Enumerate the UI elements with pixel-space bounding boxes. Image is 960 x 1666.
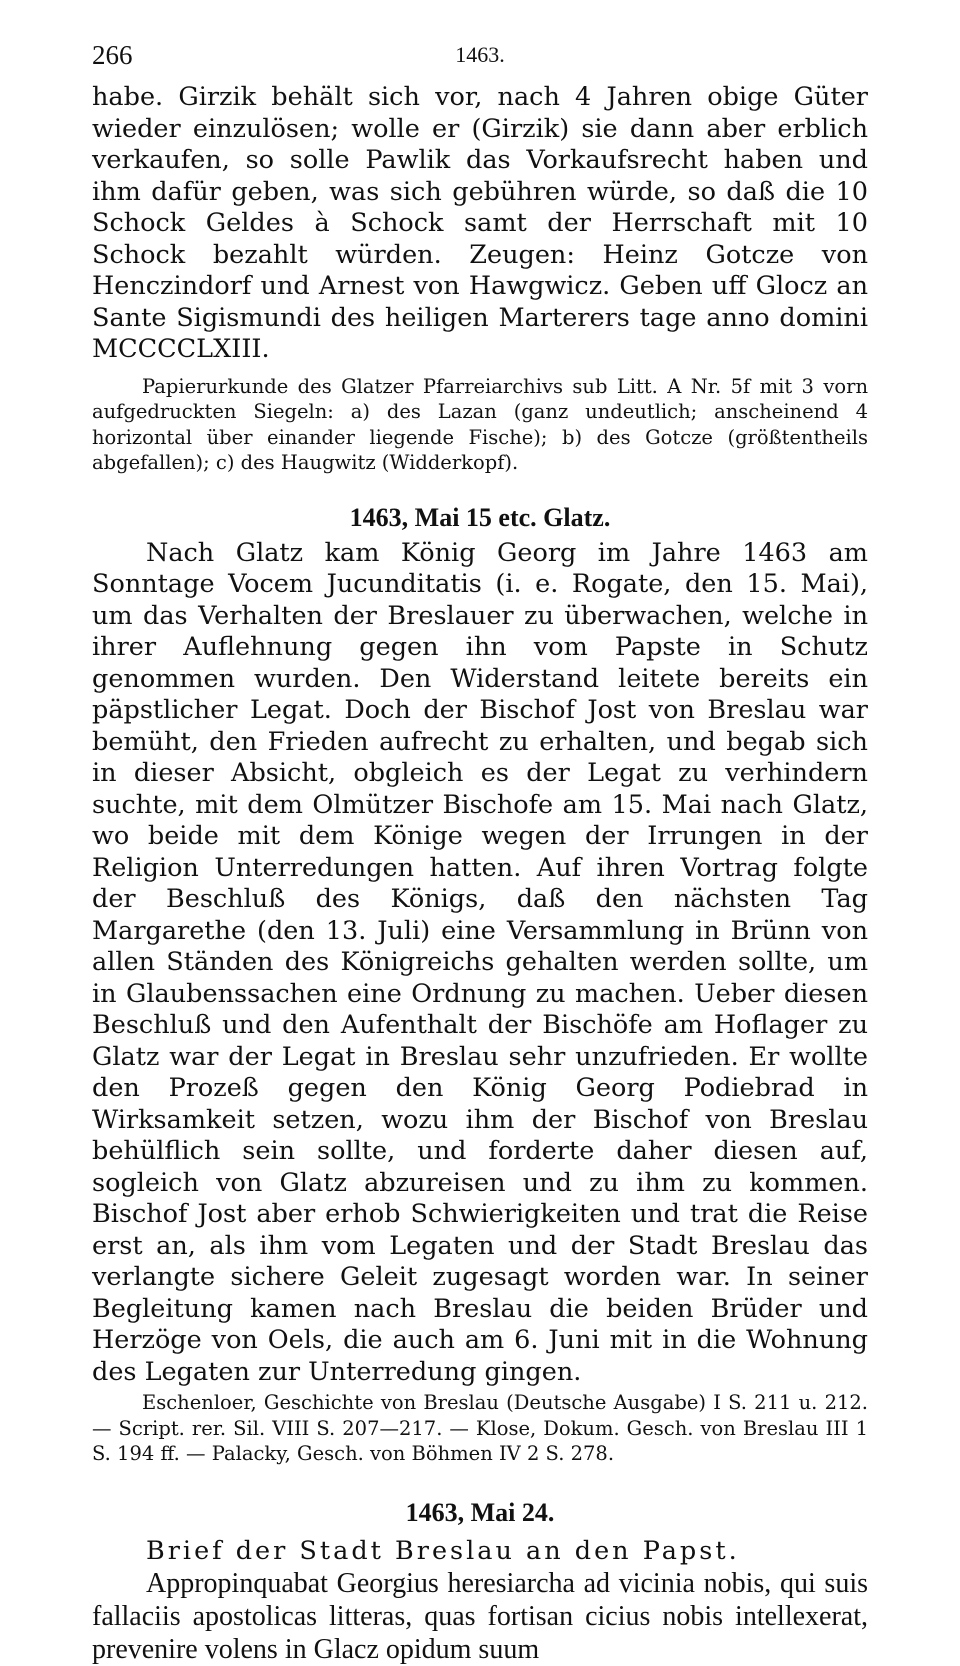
running-head	[92, 34, 868, 82]
page-number: 266	[92, 40, 133, 70]
letter-subtitle: Brief der Stadt Breslau an den Papst.	[146, 1535, 740, 1566]
citation-note: Eschenloer, Geschichte von Breslau (Deutsche Ausgabe) I S. 211 u. 212. — Script. rer. Sil. VIII S. 207—217. — Klose, Dokum. Gesch. von Breslau III 1 S. 194 ff. — Palacky, Gesch. von Böhmen IV 2 S. 278.	[92, 1391, 868, 1465]
latin-letter-text: Appropinquabat Georgius heresiarcha ad vicinia nobis, qui suis fallaciis apostolicas litteras, quas fortisan cicius nobis intellexerat, prevenire volens in Glacz opidum suum	[92, 1567, 868, 1665]
source-note: Papierurkunde des Glatzer Pfarreiarchivs sub Litt. A Nr. 5f mit 3 vorn aufgedruckten Siegeln: a) des Lazan (ganz undeutlich; anscheinend 4 horizontal über einander liegende Fische); b) des Gotcze (größtentheils abgefallen); c) des Haugwitz (Widderkopf).	[92, 374, 868, 474]
running-head-year: 1463.	[455, 42, 505, 67]
section-paragraph-may-15: Nach Glatz kam König Georg im Jahre 1463 am Sonntage Vocem Jucunditatis (i. e. Rogate, den 15. Mai), um das Verhalten der Breslauer zu überwachen, welche in ihrer Auflehnung gegen ihn vom Papste in Schutz genommen wurden. Den Widerstand leitete bereits ein päpstlicher Legat. Doch der Bischof Jost von Breslau war bemüht, den Frieden aufrecht zu erhalten, und begab sich in dieser Absicht, obgleich es der Legat zu verhindern suchte, mit dem Olmützer Bischofe am 15. Mai nach Glatz, wo beide mit dem Könige wegen der Irrungen in der Religion Unterredungen hatten. Auf ihren Vortrag folgte der Beschluß des Königs, daß den nächsten Tag Margarethe (den 13. Juli) eine Versammlung in Brünn von allen Ständen des Königreichs gehalten werden sollte, um in Glaubenssachen eine Ordnung zu machen. Ueber diesen Beschluß und den Aufenthalt der Bischöfe am Hoflager zu Glatz war der Legat in Breslau sehr unzufrieden. Er wollte den Prozeß gegen den König Georg Podiebrad in Wirksamkeit setzen, wozu ihm der Bischof von Breslau behülflich sein sollte, und forderte daher diesen auf, sogleich von Glatz abzureisen und zu ihm zu kommen. Bischof Jost aber erhob Schwierigkeiten und trat die Reise erst an, als ihm vom Legaten und der Stadt Breslau das verlangte sichere Geleit zugesagt worden war. In seiner Begleitung kamen nach Breslau die beiden Brüder und Herzöge von Oels, die auch am 6. Juni mit in die Wohnung des Legaten zur Unterredung gingen.	[92, 537, 868, 1387]
section-heading-may-24: 1463, Mai 24.	[405, 1497, 555, 1527]
opening-paragraph: habe. Girzik behält sich vor, nach 4 Jahren obige Güter wieder einzulösen; wolle er (Girzik) sie dann aber erblich verkaufen, so solle Pawlik das Vorkaufsrecht haben und ihm dafür geben, was sich gebühren würde, so daß die 10 Schock Geldes à Schock samt der Herrschaft mit 10 Schock bezahlt würden. Zeugen: Heinz Gotcze von Henczindorf und Arnest von Hawgwicz. Geben uff Glocz an Sante Sigismundi des heiligen Marterers tage anno domini MCCCCLXIII.	[92, 82, 868, 364]
section-heading-may-15: 1463, Mai 15 etc. Glatz.	[349, 502, 611, 532]
